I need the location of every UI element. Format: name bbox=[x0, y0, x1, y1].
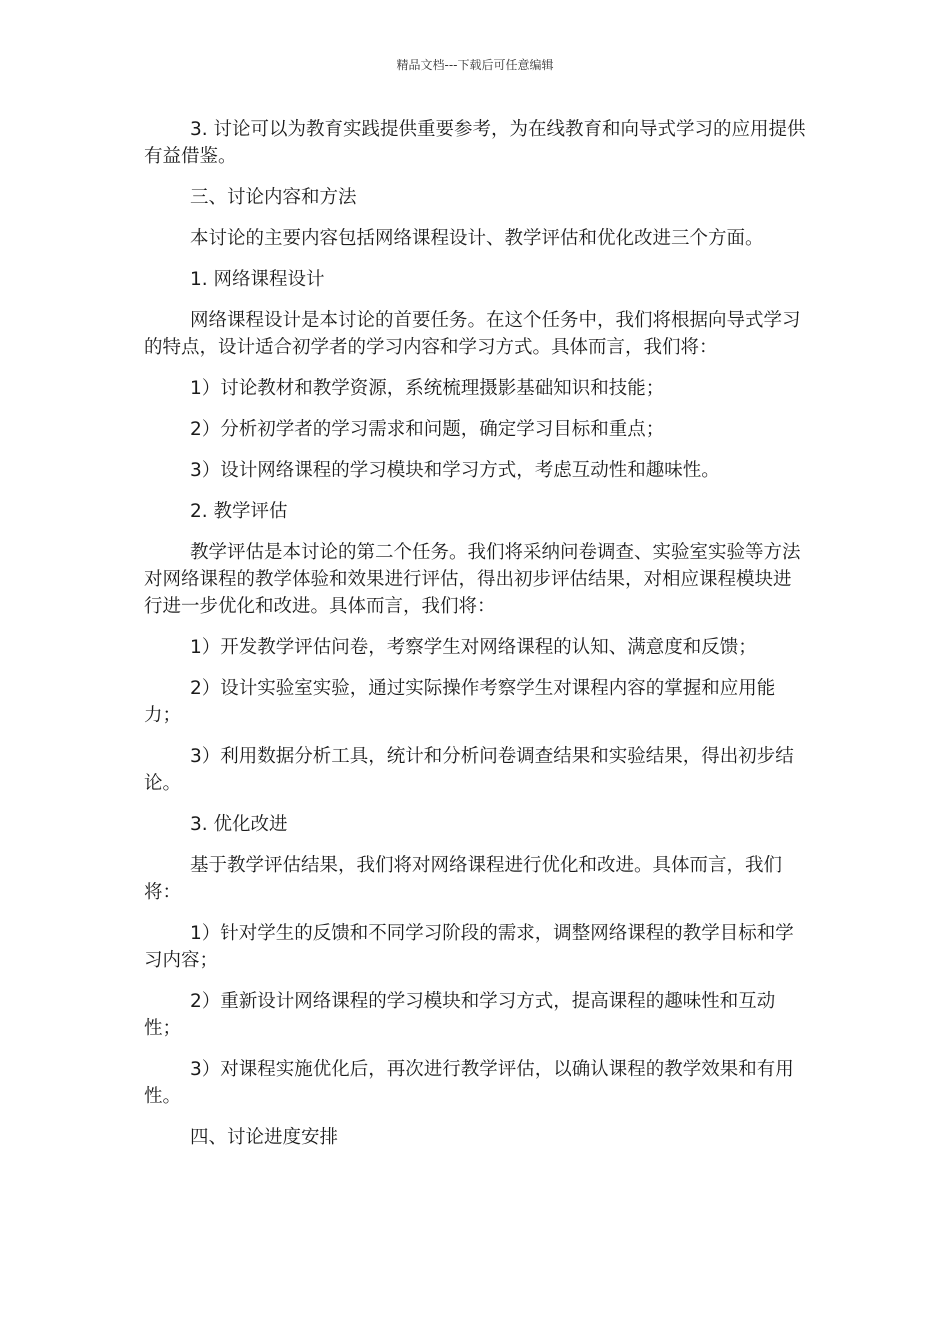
paragraph-intro: 本讨论的主要内容包括网络课程设计、教学评估和优化改进三个方面。 bbox=[190, 228, 764, 249]
list-item-opt-3: 3）对课程实施优化后，再次进行教学评估，以确认课程的教学效果和有用性。 bbox=[144, 1059, 794, 1107]
paragraph-evaluation: 教学评估是本讨论的第二个任务。我们将采纳问卷调查、实验室实验等方法对网络课程的教学体验和效果进行评估，得出初步评估结果，对相应课程模块进行进一步优化和改进。具体而言，我们将： bbox=[144, 542, 801, 617]
list-item-design-3: 3）设计网络课程的学习模块和学习方式，考虑互动性和趣味性。 bbox=[190, 460, 720, 481]
paragraph-point-3: 3. 讨论可以为教育实践提供重要参考，为在线教育和向导式学习的应用提供有益借鉴。 bbox=[144, 119, 806, 167]
subheading-evaluation: 2. 教学评估 bbox=[190, 501, 288, 522]
page-header: 精品文档---下载后可任意编辑 bbox=[396, 58, 554, 72]
subheading-course-design: 1. 网络课程设计 bbox=[190, 269, 325, 290]
paragraph-optimization: 基于教学评估结果，我们将对网络课程进行优化和改进。具体而言，我们将： bbox=[144, 855, 783, 903]
list-item-eval-3: 3）利用数据分析工具，统计和分析问卷调查结果和实验结果，得出初步结论。 bbox=[144, 746, 794, 794]
section-heading-content-methods: 三、讨论内容和方法 bbox=[190, 187, 357, 208]
paragraph-course-design: 网络课程设计是本讨论的首要任务。在这个任务中，我们将根据向导式学习的特点，设计适合初学者的学习内容和学习方式。具体而言，我们将： bbox=[144, 310, 801, 358]
list-item-eval-1: 1）开发教学评估问卷，考察学生对网络课程的认知、满意度和反馈； bbox=[190, 637, 757, 658]
list-item-design-1: 1）讨论教材和教学资源，系统梳理摄影基础知识和技能； bbox=[190, 378, 665, 399]
list-item-design-2: 2）分析初学者的学习需求和问题，确定学习目标和重点； bbox=[190, 419, 665, 440]
list-item-opt-1: 1）针对学生的反馈和不同学习阶段的需求，调整网络课程的教学目标和学习内容； bbox=[144, 923, 794, 971]
document-body bbox=[144, 116, 808, 1165]
list-item-eval-2: 2）设计实验室实验，通过实际操作考察学生对课程内容的掌握和应用能力； bbox=[144, 678, 776, 726]
subheading-optimization: 3. 优化改进 bbox=[190, 814, 288, 835]
section-heading-schedule: 四、讨论进度安排 bbox=[190, 1127, 339, 1148]
list-item-opt-2: 2）重新设计网络课程的学习模块和学习方式，提高课程的趣味性和互动性； bbox=[144, 991, 776, 1039]
